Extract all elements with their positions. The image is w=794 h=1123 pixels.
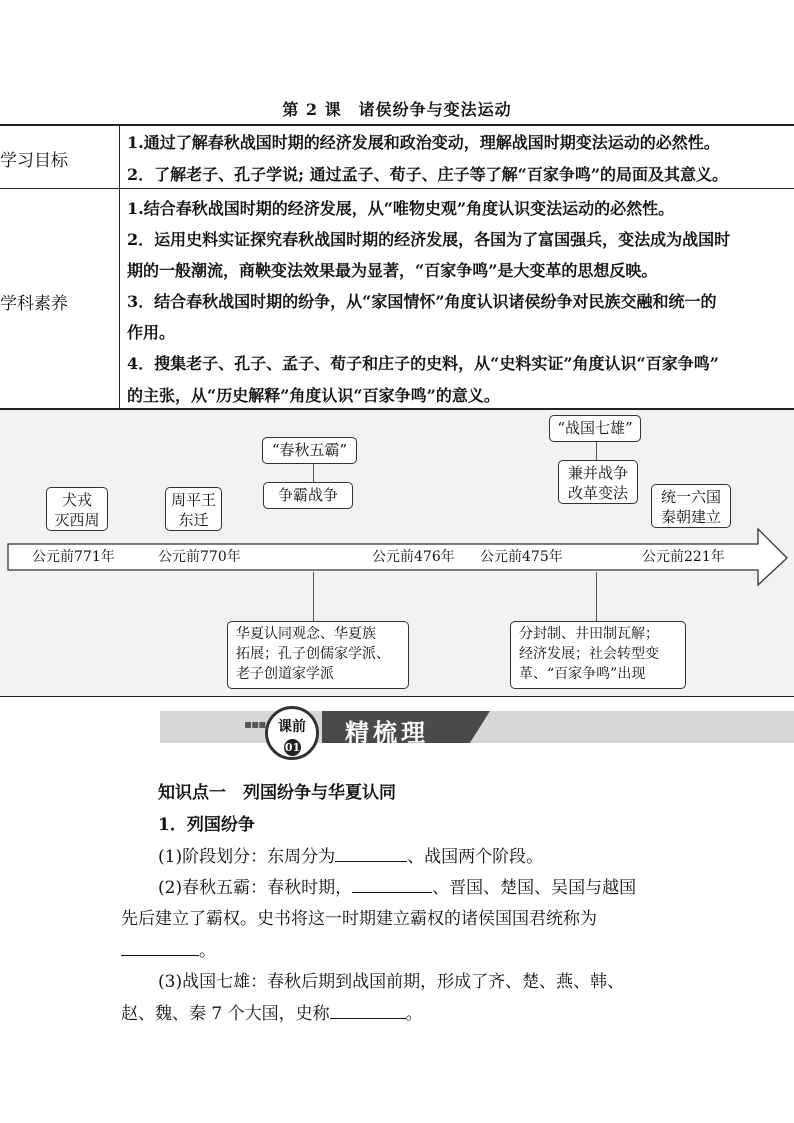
event-box: 争霸战争	[263, 482, 353, 509]
connector	[596, 572, 597, 622]
event-box: 兼并战争 改革变法	[558, 460, 638, 504]
paragraph: (3)战国七雄：春秋后期到战国前期，形成了齐、楚、燕、韩、	[158, 972, 625, 992]
knowledge-point-title: 知识点一 列国纷争与华夏认同	[158, 783, 396, 803]
timeline-year: 公元前771年	[32, 549, 115, 565]
literacy-label: 学科素养	[0, 294, 68, 314]
goal-line: 2．了解老子、孔子学说; 通过孟子、荀子、庄子等了解“百家争鸣”的局面及其意义。	[127, 165, 729, 184]
connector	[596, 440, 597, 460]
literacy-line: 1.结合春秋战国时期的经济发展，从“唯物史观”角度认识变法运动的必然性。	[127, 199, 675, 218]
timeline-year: 公元前770年	[158, 549, 241, 565]
decor-dots: ▪▪▪	[244, 717, 266, 731]
literacy-line: 作用。	[127, 323, 176, 342]
fill-blank	[352, 876, 432, 893]
connector	[313, 572, 314, 622]
event-title-box: “春秋五霸”	[262, 437, 357, 464]
paragraph: (2)春秋五霸：春秋时期， 、晋国、楚国、吴国与越国	[158, 878, 637, 898]
literacy-line: 4．搜集老子、孔子、孟子、荀子和庄子的史料，从“史料实证”角度认识“百家争鸣”	[127, 354, 719, 373]
literacy-line: 3．结合春秋战国时期的纷争，从“家国情怀”角度认识诸侯纷争对民族交融和统一的	[127, 292, 717, 311]
timeline-year: 公元前475年	[480, 549, 563, 565]
paragraph: 。	[121, 936, 216, 961]
event-box-below: 分封制、井田制瓦解； 经济发展；社会转型变 革、“百家争鸣”出现	[510, 621, 686, 689]
literacy-line: 2．运用史料实证探究春秋战国时期的经济发展，各国为了富国强兵，变法成为战国时	[127, 230, 731, 249]
lesson-title: 第 2 课 诸侯纷争与变法运动	[282, 100, 512, 119]
event-box-below: 华夏认同观念、华夏族 拓展；孔子创儒家学派、 老子创道家学派	[227, 621, 409, 689]
literacy-line: 的主张，从“历史解释”角度认识“百家争鸣”的意义。	[127, 386, 500, 405]
literacy-line: 期的一般潮流，商鞅变法效果最为显著，“百家争鸣”是大变革的思想反映。	[127, 261, 658, 280]
event-box: 统一六国 秦朝建立	[651, 484, 731, 528]
timeline-year: 公元前476年	[372, 549, 455, 565]
event-box: 周平王 东迁	[165, 487, 222, 531]
fill-blank	[335, 845, 407, 862]
paragraph: 赵、魏、秦 7 个大国，史称 。	[121, 1004, 423, 1024]
connector	[313, 464, 314, 484]
paragraph: 先后建立了霸权。史书将这一时期建立霸权的诸侯国国君统称为	[121, 909, 597, 929]
section-title: 精梳理	[345, 719, 429, 747]
section-badge: 课前 01	[265, 706, 319, 760]
subsection-title: 1．列国纷争	[158, 815, 255, 835]
event-box: 犬戎 灭西周	[46, 487, 108, 531]
timeline-year: 公元前221年	[642, 549, 725, 565]
goal-line: 1.通过了解春秋战国时期的经济发展和政治变动，理解战国时期变法运动的必然性。	[127, 133, 720, 152]
fill-blank	[121, 939, 199, 956]
paragraph: (1)阶段划分：东周分为 、战国两个阶段。	[158, 847, 544, 867]
fill-blank	[330, 1002, 406, 1019]
event-title-box: “战国七雄”	[549, 415, 641, 442]
goals-label: 学习目标	[0, 151, 68, 171]
